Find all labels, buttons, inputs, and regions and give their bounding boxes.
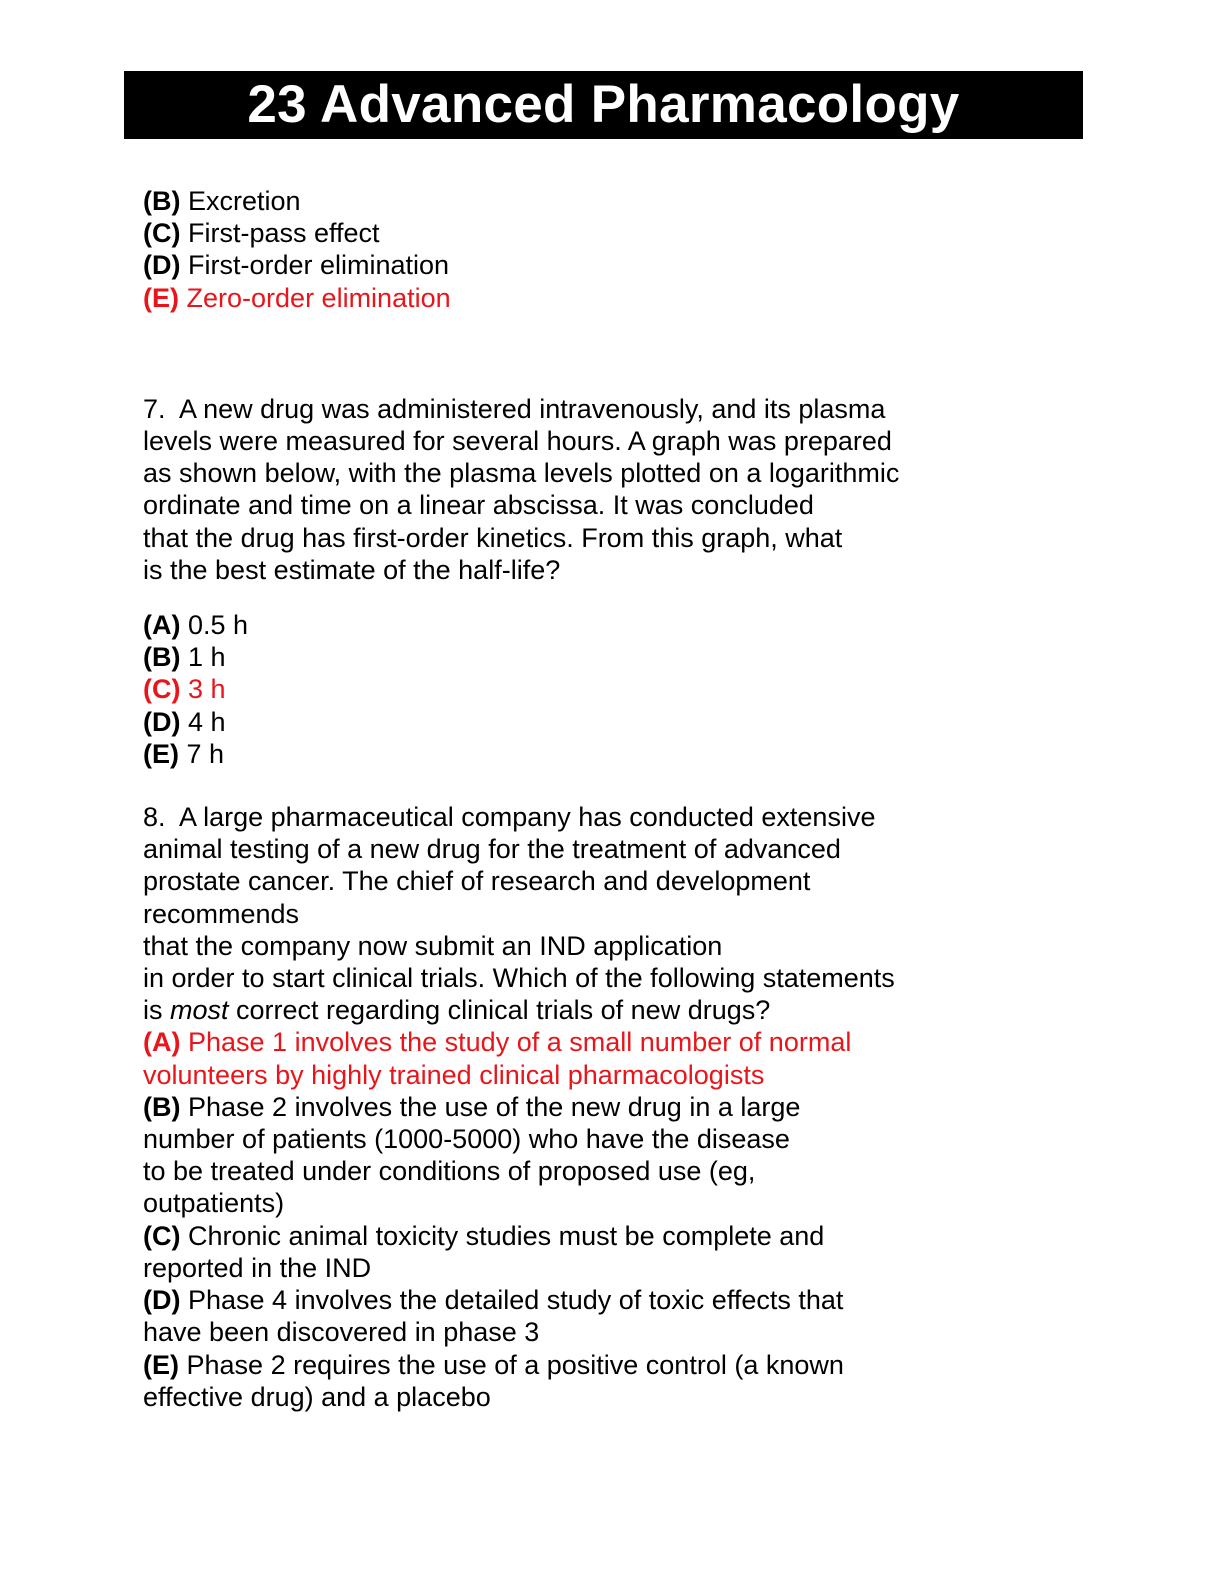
option-label: (D) [143,250,181,281]
option-text: volunteers by highly trained clinical pharmacologists [143,1059,765,1090]
q7-option-d [143,706,1083,738]
q8-stem-text: A large pharmaceutical company has conducted extensive [179,802,876,833]
q8-stem-line: animal testing of a new drug for the treatment of advanced [143,834,841,865]
option-text: Chronic animal toxicity studies must be complete and [188,1220,825,1251]
option-text: Phase 1 involves the study of a small number of normal [188,1027,852,1058]
question-8 [143,801,1083,1413]
option-label: (B) [143,642,181,673]
option-text: Phase 2 requires the use of a positive control (a known [186,1349,844,1380]
q8-stem-line [143,801,1083,833]
document-body [143,185,1083,1413]
option-text: reported in the IND [143,1252,372,1283]
option-text: number of patients (1000-5000) who have the disease [143,1124,790,1155]
option-text: 7 h [186,738,225,769]
option-label: (D) [143,1285,181,1316]
option-label: (A) [143,610,181,641]
q7-stem-line [143,393,1083,425]
question-7 [143,393,1083,770]
q7-stem-line: that the drug has first-order kinetics. From this graph, what [143,522,843,553]
option-text: outpatients) [143,1188,285,1219]
option-line [143,1220,1083,1252]
q8-option-c [143,1220,1083,1284]
option-text: 0.5 h [188,610,249,641]
page-title: 23 Advanced Pharmacology [247,75,960,134]
option-text: 1 h [188,642,226,673]
q8-option-d [143,1284,1083,1348]
q7-option-a [143,609,1083,641]
q8-stem-line: in order to start clinical trials. Which of the following statements [143,963,895,994]
q6-option-b [143,185,1083,217]
option-text: have been discovered in phase 3 [143,1317,540,1348]
option-text: Zero-order elimination [186,282,451,313]
option-label: (C) [143,674,181,705]
q8-stem-text: correct regarding clinical trials of new drugs? [228,995,771,1026]
option-text: First-pass effect [188,218,380,249]
q8-stem-line: prostate cancer. The chief of research and development [143,866,811,897]
q7-stem-text: A new drug was administered intravenously, and its plasma [179,393,886,424]
option-label: (B) [143,186,181,216]
option-text: Phase 2 involves the use of the new drug in a large [188,1091,801,1122]
option-text: 3 h [188,674,226,705]
option-label: (B) [143,1091,181,1122]
q7-option-e [143,738,1083,770]
question-number: 8. [143,802,166,833]
q6-option-c [143,217,1083,249]
option-label: (C) [143,1220,181,1251]
option-line [143,1091,1083,1123]
option-text: Excretion [188,186,301,216]
option-line [143,1026,1083,1058]
option-line [143,1284,1083,1316]
q7-stem-line: ordinate and time on a linear abscissa. It was concluded [143,490,814,521]
q7-stem-line: is the best estimate of the half-life? [143,554,561,585]
option-text: 4 h [188,706,226,737]
q6-option-e-correct [143,282,1083,314]
option-label: (E) [143,738,179,769]
q7-option-b [143,641,1083,673]
q8-option-a-correct [143,1026,1083,1090]
option-text: to be treated under conditions of proposed use (eg, [143,1156,756,1187]
option-text: Phase 4 involves the detailed study of toxic effects that [188,1285,844,1316]
q8-stem-line: recommends [143,898,300,929]
option-text: First-order elimination [188,250,450,281]
q8-option-e [143,1349,1083,1413]
option-label: (D) [143,706,181,737]
q8-stem-emphasis: most [170,995,229,1026]
q7-option-c-correct [143,673,1083,705]
option-label: (C) [143,218,181,249]
option-label: (E) [143,282,179,313]
q7-stem-line: as shown below, with the plasma levels plotted on a logarithmic [143,458,900,489]
option-line [143,1349,1083,1381]
q6-option-d [143,249,1083,281]
q7-stem-line: levels were measured for several hours. A graph was prepared [143,426,892,457]
q8-stem-line [143,994,1083,1026]
option-label: (E) [143,1349,179,1380]
option-text: effective drug) and a placebo [143,1381,491,1412]
q8-option-b [143,1091,1083,1220]
question-number: 7. [143,393,166,424]
page-header [124,71,1083,139]
q8-stem-text: is [143,995,170,1026]
option-label: (A) [143,1027,181,1058]
q6-options [143,185,1083,314]
q8-stem-line: that the company now submit an IND application [143,930,723,961]
